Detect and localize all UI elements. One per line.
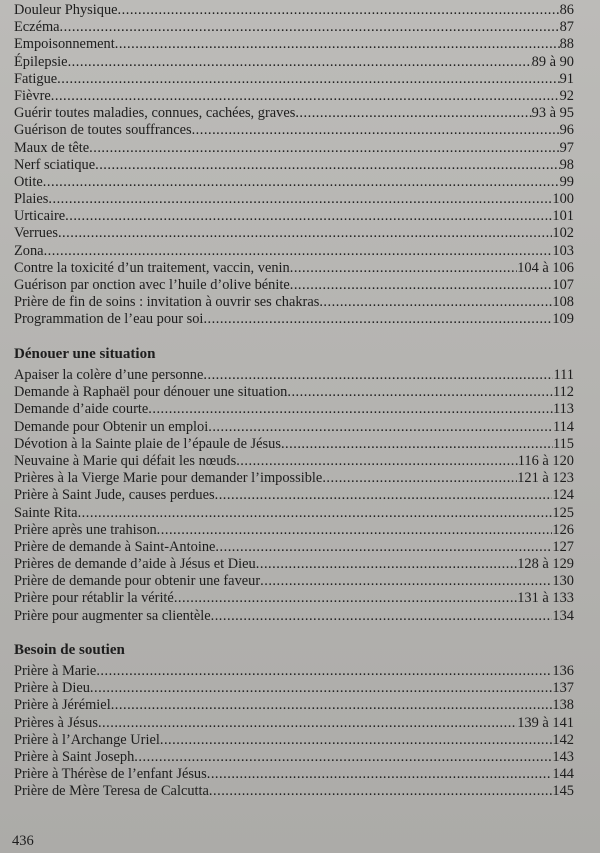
entry-page: 134 [552, 607, 574, 624]
toc-entry [14, 732, 574, 749]
entry-title: Prière de demande pour obtenir une faveur [14, 573, 261, 590]
entry-title: Prière de demande à Saint-Antoine [14, 538, 216, 555]
entry-page: 99 [559, 173, 574, 190]
entry-title: Prière à l’Archange Uriel [14, 731, 160, 748]
entry-title: Prière à Marie [14, 663, 97, 679]
entry-page: 128 à 129 [517, 556, 574, 573]
toc-entry [14, 174, 574, 191]
entry-page: 131 à 133 [517, 590, 574, 607]
dot-leader [174, 590, 517, 607]
entry-page: 130 [552, 573, 574, 590]
entry-title: Prières à Jésus [14, 714, 98, 731]
dot-leader [203, 311, 552, 328]
entry-title: Urticaire [14, 208, 66, 225]
toc-entry [14, 191, 574, 208]
dot-leader [203, 367, 553, 384]
toc-entry [14, 749, 574, 766]
entry-title: Fatigue [14, 70, 58, 87]
toc-entry [14, 225, 574, 242]
dot-leader [60, 19, 560, 36]
dot-leader [78, 505, 553, 522]
dot-leader [96, 663, 552, 680]
toc-entry [14, 556, 574, 573]
toc-section-soutien [14, 641, 574, 801]
dot-leader [134, 749, 552, 766]
dot-leader [322, 470, 517, 487]
dot-leader [48, 191, 552, 208]
entry-page: 116 à 120 [517, 452, 574, 469]
entry-page: 144 [552, 766, 574, 783]
dot-leader [51, 88, 560, 105]
toc-entry [14, 470, 574, 487]
entry-page: 107 [552, 277, 574, 293]
toc-list [14, 367, 574, 625]
entry-page: 143 [552, 748, 574, 765]
dot-leader [215, 487, 553, 504]
entry-page: 109 [552, 311, 574, 328]
toc-entry [14, 36, 574, 53]
entry-title: Prière pour rétablir la vérité [14, 590, 174, 607]
toc-entry [14, 384, 574, 401]
entry-page: 127 [552, 538, 574, 555]
dot-leader [215, 539, 552, 556]
dot-leader [57, 71, 559, 88]
toc-entry [14, 522, 574, 539]
toc-entry [14, 243, 574, 260]
entry-title: Otite [14, 173, 43, 190]
entry-page: 139 à 141 [517, 714, 574, 731]
entry-title: Nerf sciatique [14, 156, 96, 173]
toc-entry [14, 453, 574, 470]
entry-title: Dévotion à la Sainte plaie de l’épaule de Jésus [14, 435, 281, 452]
toc-list [14, 663, 574, 801]
toc-group-1 [14, 2, 574, 329]
entry-title: Fièvre [14, 87, 51, 104]
toc-entry [14, 140, 574, 157]
entry-title: Prière à Thérèse de l’enfant Jésus [14, 766, 207, 783]
toc-entry [14, 208, 574, 225]
dot-leader [256, 556, 517, 573]
entry-title: Eczéma [14, 19, 60, 36]
toc-entry [14, 260, 574, 277]
entry-title: Prières de demande d’aide à Jésus et Dieu [14, 556, 256, 573]
toc-entry [14, 294, 574, 311]
toc-entry [14, 766, 574, 783]
toc-entry [14, 608, 574, 625]
toc-entry [14, 157, 574, 174]
entry-page: 112 [552, 384, 574, 401]
entry-page: 126 [552, 521, 574, 538]
entry-page: 142 [552, 731, 574, 748]
dot-leader [58, 225, 552, 242]
entry-title: Prière à Dieu [14, 680, 90, 697]
entry-title: Neuvaine à Marie qui défait les nœuds [14, 452, 237, 469]
entry-title: Empoisonnement [14, 36, 115, 53]
entry-title: Maux de tête [14, 139, 90, 156]
entry-title: Guérir toutes maladies, connues, cachées, graves [14, 105, 296, 122]
toc-entry [14, 122, 574, 139]
dot-leader [68, 54, 532, 71]
entry-title: Plaies [14, 191, 49, 208]
toc-entry [14, 505, 574, 522]
dot-leader [98, 715, 517, 732]
entry-title: Apaiser la colère d’une personne [14, 367, 204, 383]
entry-page: 97 [559, 139, 574, 156]
entry-page: 136 [552, 663, 574, 679]
toc-entry [14, 71, 574, 88]
entry-title: Sainte Rita [14, 504, 78, 521]
entry-page: 101 [552, 208, 574, 225]
dot-leader [290, 277, 553, 294]
page-number: 436 [12, 833, 34, 849]
entry-page: 113 [552, 401, 574, 418]
section-heading: Besoin de soutien [14, 642, 125, 658]
toc-entry [14, 401, 574, 418]
entry-title: Guérison de toutes souffrances [14, 122, 192, 139]
entry-title: Demande pour Obtenir un emploi [14, 418, 209, 435]
toc-entry [14, 277, 574, 294]
entry-title: Programmation de l’eau pour soi [14, 311, 204, 328]
entry-page: 124 [552, 487, 574, 504]
toc-entry [14, 88, 574, 105]
toc-entry [14, 539, 574, 556]
toc-entry [14, 311, 574, 328]
dot-leader [160, 732, 553, 749]
dot-leader [111, 697, 553, 714]
entry-page: 98 [559, 156, 574, 173]
dot-leader [157, 522, 553, 539]
dot-leader [211, 608, 553, 625]
entry-title: Prière à Jérémiel [14, 697, 111, 714]
entry-page: 100 [552, 191, 574, 208]
entry-title: Demande à Raphaël pour dénouer une situation [14, 384, 288, 401]
dot-leader [89, 140, 559, 157]
entry-page: 121 à 123 [517, 470, 574, 487]
dot-leader [209, 783, 553, 800]
entry-page: 92 [559, 87, 574, 104]
entry-page: 115 [552, 435, 574, 452]
entry-title: Zona [14, 242, 44, 259]
dot-leader [207, 766, 553, 783]
dot-leader [115, 36, 560, 53]
dot-leader [281, 436, 553, 453]
entry-title: Douleur Physique [14, 2, 118, 18]
toc-entry [14, 19, 574, 36]
entry-page: 96 [559, 122, 574, 139]
dot-leader [95, 157, 560, 174]
toc-entry [14, 2, 574, 19]
entry-page: 93 à 95 [531, 105, 574, 122]
dot-leader [287, 384, 553, 401]
section-heading: Dénouer une situation [14, 346, 156, 362]
entry-title: Contre la toxicité d’un traitement, vaccin, venin [14, 259, 290, 276]
toc-entry [14, 436, 574, 453]
toc-entry [14, 367, 574, 384]
dot-leader [148, 401, 553, 418]
entry-page: 88 [559, 36, 574, 53]
entry-title: Prière de fin de soins : invitation à ouvrir ses chakras [14, 294, 320, 311]
entry-page: 89 à 90 [531, 53, 574, 70]
dot-leader [260, 573, 552, 590]
entry-title: Prière pour augmenter sa clientèle [14, 607, 211, 624]
entry-title: Verrues [14, 225, 58, 242]
entry-title: Prière à Saint Jude, causes perdues [14, 487, 215, 504]
entry-page: 138 [552, 697, 574, 714]
entry-title: Prière à Saint Joseph [14, 748, 135, 765]
toc-entry [14, 105, 574, 122]
entry-page: 137 [552, 680, 574, 697]
entry-page: 145 [552, 783, 574, 800]
toc-list [14, 2, 574, 329]
entry-title: Prières à la Vierge Marie pour demander l’impossible [14, 470, 323, 487]
entry-page: 111 [553, 367, 574, 383]
toc-entry [14, 783, 574, 800]
dot-leader [192, 122, 560, 139]
entry-title: Prière après une trahison [14, 521, 157, 538]
toc-entry [14, 54, 574, 71]
toc-entry [14, 680, 574, 697]
entry-page: 108 [552, 294, 574, 311]
dot-leader [236, 453, 518, 470]
dot-leader [319, 294, 552, 311]
toc-entry [14, 715, 574, 732]
dot-leader [295, 105, 531, 122]
toc-entry [14, 697, 574, 714]
dot-leader [43, 174, 560, 191]
entry-page: 87 [559, 19, 574, 36]
dot-leader [90, 680, 552, 697]
toc-section-denouer [14, 345, 574, 625]
toc-entry [14, 573, 574, 590]
entry-page: 86 [559, 2, 574, 18]
entry-page: 103 [552, 242, 574, 259]
entry-title: Demande d’aide courte [14, 401, 149, 418]
dot-leader [65, 208, 552, 225]
toc-entry [14, 590, 574, 607]
dot-leader [118, 2, 560, 19]
entry-page: 104 à 106 [517, 259, 574, 276]
toc-entry [14, 419, 574, 436]
dot-leader [44, 243, 553, 260]
entry-page: 91 [559, 70, 574, 87]
entry-page: 125 [552, 504, 574, 521]
dot-leader [208, 419, 553, 436]
toc-entry [14, 487, 574, 504]
entry-page: 102 [552, 225, 574, 242]
entry-page: 114 [552, 418, 574, 435]
dot-leader [290, 260, 518, 277]
entry-title: Guérison par onction avec l’huile d’olive bénite [14, 277, 290, 293]
toc-entry [14, 663, 574, 680]
entry-title: Prière de Mère Teresa de Calcutta [14, 783, 209, 800]
entry-title: Épilepsie [14, 53, 68, 70]
